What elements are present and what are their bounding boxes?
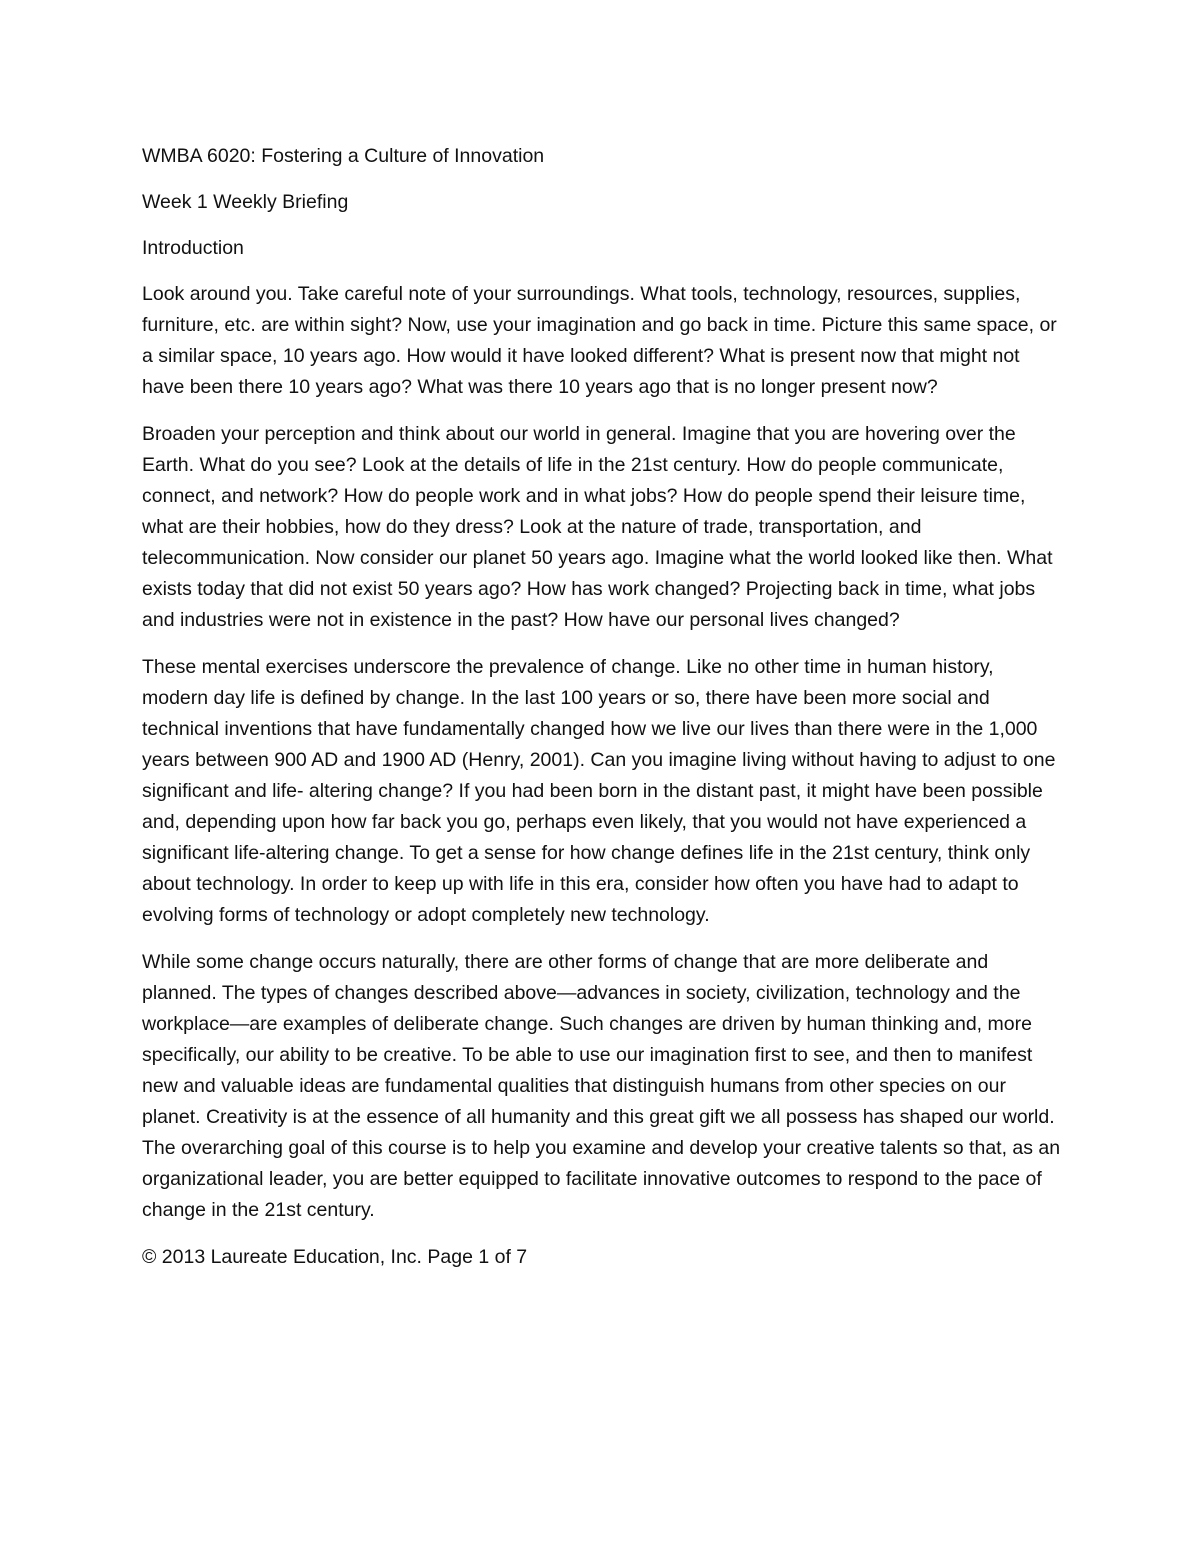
paragraph-2: Broaden your perception and think about our world in general. Imagine that you are hovering over the Earth. What do you see? Look at the details of life in the 21st century. How do people communicate, connect, and network? How do people work and in what jobs? How do people spend their leisure time, what are their hobbies, how do they dress? Look at the nature of trade, transportation, and telecommunication. Now consider our planet 50 years ago. Imagine what the world looked like then. What exists today that did not exist 50 years ago? How has work changed? Projecting back in time, what jobs and industries were not in existence in the past? How have our personal lives changed? bbox=[142, 423, 1053, 631]
paragraph-3: These mental exercises underscore the prevalence of change. Like no other time in human history, modern day life is defined by change. In the last 100 years or so, there have been more social and technical inventions that have fundamentally changed how we live our lives than there were in the 1,000 years between 900 AD and 1900 AD (Henry, 2001). Can you imagine living without having to adjust to one significant and life- altering change? If you had been born in the distant past, it might have been possible and, depending upon how far back you go, perhaps even likely, that you would not have experienced a significant life-altering change. To get a sense for how change defines life in the 21st century, think only about technology. In order to keep up with life in this era, consider how often you have had to adapt to evolving forms of technology or adopt completely new technology. bbox=[142, 656, 1056, 926]
briefing-title: Week 1 Weekly Briefing bbox=[142, 191, 349, 213]
course-title: WMBA 6020: Fostering a Culture of Innovation bbox=[142, 145, 545, 167]
section-heading: Introduction bbox=[142, 237, 244, 259]
document-body bbox=[142, 141, 1062, 1288]
paragraph-4: While some change occurs naturally, there are other forms of change that are more deliberate and planned. The types of changes described above—advances in society, civilization, technology and the workplace—are examples of deliberate change. Such changes are driven by human thinking and, more specifically, our ability to be creative. To be able to use our imagination first to see, and then to manifest new and valuable ideas are fundamental qualities that distinguish humans from other species on our planet. Creativity is at the essence of all humanity and this great gift we all possess has shaped our world. The overarching goal of this course is to help you examine and develop your creative talents so that, as an organizational leader, you are better equipped to facilitate innovative outcomes to respond to the pace of change in the 21st century. bbox=[142, 951, 1061, 1221]
page-footer: © 2013 Laureate Education, Inc. Page 1 of 7 bbox=[142, 1246, 528, 1268]
paragraph-1: Look around you. Take careful note of your surroundings. What tools, technology, resources, supplies, furniture, etc. are within sight? Now, use your imagination and go back in time. Picture this same space, or a similar space, 10 years ago. How would it have looked different? What is present now that might not have been there 10 years ago? What was there 10 years ago that is no longer present now? bbox=[142, 283, 1057, 398]
